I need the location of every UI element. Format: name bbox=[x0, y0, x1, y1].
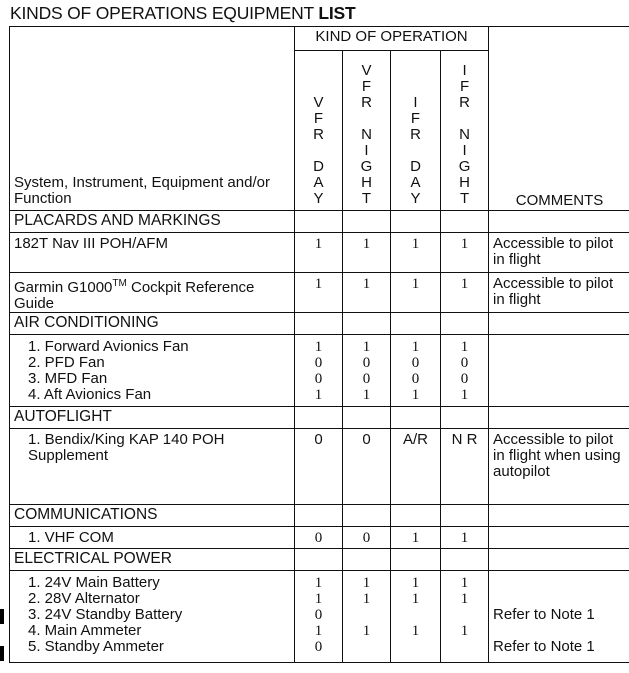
ifr-day-value: 0 bbox=[411, 371, 420, 387]
ifr-day-value: 1 bbox=[411, 339, 420, 355]
header-letter: N bbox=[459, 126, 470, 143]
change-bar-marker bbox=[0, 646, 4, 661]
header-letter: V bbox=[313, 94, 324, 111]
table-row bbox=[10, 273, 629, 313]
ifr-night-values bbox=[441, 335, 489, 407]
ifr-night-values bbox=[441, 571, 489, 663]
vfr-night-value bbox=[347, 639, 386, 655]
ifr-day-header bbox=[391, 51, 441, 211]
list-item: 3. 24V Standby Battery bbox=[28, 606, 183, 623]
comment: Refer to Note 1 bbox=[493, 606, 595, 623]
list-item: 1. 24V Main Battery bbox=[28, 574, 160, 591]
vfr-night-value: 1 bbox=[362, 591, 371, 607]
vfr-day-value: 0 bbox=[295, 429, 343, 505]
vfr-day-value: 0 bbox=[314, 639, 323, 655]
vfr-day-value: 1 bbox=[314, 575, 323, 591]
vfr-day-values bbox=[295, 571, 343, 663]
vfr-night-value: 1 bbox=[362, 623, 371, 639]
ifr-night-value: N R bbox=[441, 429, 489, 505]
system-column-header: System, Instrument, Equipment and/or Function bbox=[10, 27, 295, 211]
ifr-day-value: 0 bbox=[411, 355, 420, 371]
header-letter bbox=[347, 111, 386, 127]
list-item: 3. MFD Fan bbox=[28, 370, 108, 387]
header-letter: T bbox=[361, 190, 372, 207]
ifr-night-value: 0 bbox=[460, 371, 469, 387]
vfr-night-value: 0 bbox=[343, 429, 391, 505]
section-autoflight: AUTOFLIGHT bbox=[10, 407, 295, 429]
table-row bbox=[10, 571, 629, 663]
ifr-night-value: 0 bbox=[460, 355, 469, 371]
table-row bbox=[10, 429, 629, 505]
header-letter: Y bbox=[313, 190, 324, 207]
vfr-day-value: 0 bbox=[314, 607, 323, 623]
vfr-night-value: 1 bbox=[362, 339, 371, 355]
header-letter: H bbox=[459, 174, 470, 191]
ifr-day-values bbox=[391, 335, 441, 407]
vfr-day-header bbox=[295, 51, 343, 211]
list-item: 2. 28V Alternator bbox=[28, 590, 140, 607]
ifr-day-value: 1 bbox=[411, 623, 420, 639]
header-letter: R bbox=[313, 126, 324, 143]
item-name: 182T Nav III POH/AFM bbox=[10, 233, 295, 273]
header-letter: R bbox=[410, 126, 421, 143]
ifr-day-values bbox=[391, 571, 441, 663]
item-list bbox=[10, 571, 295, 663]
ifr-night-value: 1 bbox=[441, 233, 489, 273]
header-letter: Y bbox=[410, 190, 421, 207]
ifr-night-value: 1 bbox=[441, 273, 489, 313]
ifr-day-value: 1 bbox=[411, 591, 420, 607]
comment: Accessible to pilot in flight bbox=[489, 233, 629, 273]
vfr-day-value: 1 bbox=[314, 339, 323, 355]
vfr-day-value: 0 bbox=[314, 355, 323, 371]
vfr-day-value: 1 bbox=[295, 233, 343, 273]
item-name: 1. VHF COM bbox=[10, 527, 295, 549]
vfr-night-value: 1 bbox=[343, 233, 391, 273]
item-name: Garmin G1000™ Cockpit Reference Guide bbox=[10, 273, 295, 313]
header-letter: F bbox=[459, 78, 470, 95]
header-letter: F bbox=[361, 78, 372, 95]
page-title: KINDS OF OPERATIONS EQUIPMENT LIST bbox=[10, 3, 356, 23]
list-item: 4. Aft Avionics Fan bbox=[28, 386, 152, 403]
vfr-night-value: 1 bbox=[362, 387, 371, 403]
equipment-list-table bbox=[9, 26, 629, 663]
ifr-day-value bbox=[395, 639, 436, 655]
ifr-night-value bbox=[445, 607, 484, 623]
list-item: 5. Standby Ammeter bbox=[28, 638, 164, 655]
vfr-night-header bbox=[343, 51, 391, 211]
ifr-night-value bbox=[445, 639, 484, 655]
vfr-day-value: 0 bbox=[314, 371, 323, 387]
comment bbox=[493, 623, 626, 639]
list-item: 4. Main Ammeter bbox=[28, 622, 142, 639]
section-placards: PLACARDS AND MARKINGS bbox=[10, 211, 295, 233]
vfr-night-value: 1 bbox=[343, 273, 391, 313]
ifr-night-value: 1 bbox=[441, 527, 489, 549]
comment: Accessible to pilot in flight when using autopilot bbox=[489, 429, 629, 505]
ifr-day-value: 1 bbox=[391, 527, 441, 549]
comments-column-header: COMMENTS bbox=[489, 27, 629, 211]
header-letter: A bbox=[410, 174, 421, 191]
list-item: 1. Forward Avionics Fan bbox=[28, 338, 189, 355]
header-letter bbox=[445, 111, 484, 127]
header-letter: F bbox=[313, 110, 324, 127]
list-item: 2. PFD Fan bbox=[28, 354, 105, 371]
section-air-conditioning: AIR CONDITIONING bbox=[10, 313, 295, 335]
item-list bbox=[10, 335, 295, 407]
header-letter: T bbox=[459, 190, 470, 207]
item-name: 1. Bendix/King KAP 140 POH Supplement bbox=[10, 429, 295, 505]
header-letter: R bbox=[361, 94, 372, 111]
kind-of-operation-header: KIND OF OPERATION bbox=[295, 27, 489, 51]
section-electrical-power: ELECTRICAL POWER bbox=[10, 549, 295, 571]
header-letter: R bbox=[459, 94, 470, 111]
header-letter: F bbox=[410, 110, 421, 127]
comment bbox=[493, 575, 626, 591]
ifr-night-value: 1 bbox=[460, 623, 469, 639]
header-letter bbox=[395, 143, 436, 159]
header-letter: I bbox=[413, 94, 418, 111]
vfr-night-value: 0 bbox=[362, 355, 371, 371]
header-letter: I bbox=[462, 62, 467, 79]
vfr-night-values bbox=[343, 571, 391, 663]
ifr-night-value: 1 bbox=[460, 387, 469, 403]
ifr-day-value bbox=[395, 607, 436, 623]
table-row bbox=[10, 527, 629, 549]
vfr-day-value: 1 bbox=[314, 387, 323, 403]
header-letter: D bbox=[410, 158, 421, 175]
section-communications: COMMUNICATIONS bbox=[10, 505, 295, 527]
header-letter: N bbox=[361, 126, 372, 143]
ifr-day-value: A/R bbox=[391, 429, 441, 505]
comment bbox=[493, 591, 626, 607]
vfr-night-value: 1 bbox=[362, 575, 371, 591]
header-letter: G bbox=[360, 158, 373, 175]
ifr-night-value: 1 bbox=[460, 591, 469, 607]
vfr-day-values bbox=[295, 335, 343, 407]
vfr-day-value: 1 bbox=[314, 623, 323, 639]
table-row bbox=[10, 233, 629, 273]
header-letter: I bbox=[364, 142, 369, 159]
header-letter: G bbox=[458, 158, 471, 175]
change-bar-marker bbox=[0, 609, 4, 624]
vfr-night-value bbox=[347, 607, 386, 623]
comment: Refer to Note 1 bbox=[493, 638, 595, 655]
ifr-day-value: 1 bbox=[391, 233, 441, 273]
ifr-day-value: 1 bbox=[391, 273, 441, 313]
header-letter: V bbox=[361, 62, 372, 79]
header-letter: I bbox=[462, 142, 467, 159]
ifr-night-value: 1 bbox=[460, 575, 469, 591]
vfr-day-value: 1 bbox=[295, 273, 343, 313]
header-letter: H bbox=[361, 174, 372, 191]
vfr-night-value: 0 bbox=[362, 371, 371, 387]
ifr-day-value: 1 bbox=[411, 575, 420, 591]
header-letter: D bbox=[313, 158, 324, 175]
comments-list bbox=[489, 571, 629, 663]
vfr-day-value: 1 bbox=[314, 591, 323, 607]
table-row bbox=[10, 335, 629, 407]
ifr-night-value: 1 bbox=[460, 339, 469, 355]
ifr-night-header bbox=[441, 51, 489, 211]
header-letter: A bbox=[313, 174, 324, 191]
comment: Accessible to pilot in flight bbox=[489, 273, 629, 313]
header-letter bbox=[299, 143, 338, 159]
vfr-day-value: 0 bbox=[295, 527, 343, 549]
vfr-night-values bbox=[343, 335, 391, 407]
vfr-night-value: 0 bbox=[343, 527, 391, 549]
ifr-day-value: 1 bbox=[411, 387, 420, 403]
